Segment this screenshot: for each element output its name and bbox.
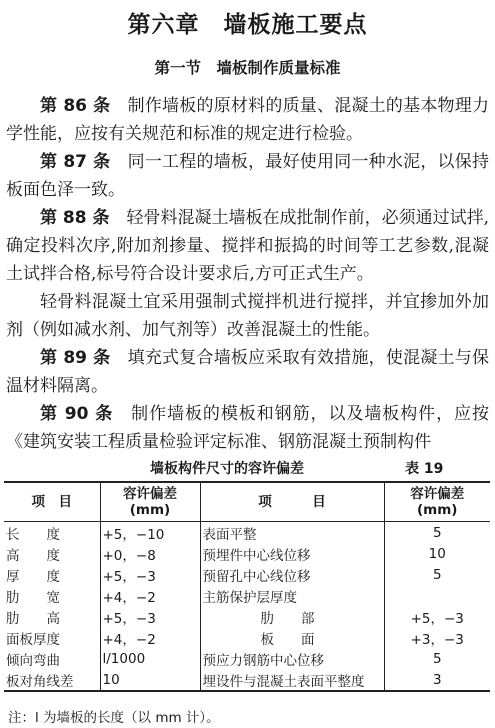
paragraph-text: 轻骨料混凝土宜采用强制式搅拌机进行搅拌，并宜掺加外加剂（例如减水剂、加气剂等）改善混凝土的性能。: [6, 292, 489, 340]
row-item: 长 度: [6, 526, 60, 543]
row-tolerance: 3: [384, 669, 490, 691]
table-row: [4, 543, 490, 564]
table-note: 注：l 为墙板的长度（以 mm 计）。: [8, 710, 220, 726]
row-item: 肋 高: [6, 610, 60, 627]
row-tolerance: +4，−2: [100, 627, 200, 648]
table-number: 表 19: [405, 461, 444, 477]
row-item: 预应力钢筋中心位移: [200, 648, 384, 669]
row-item: 肋 部: [200, 606, 384, 627]
section-title: 第一节 墙板制作质量标准: [154, 59, 341, 77]
row-item: 高 度: [6, 547, 60, 564]
article-89-paragraph: [6, 344, 489, 400]
article-number: 第 87 条: [40, 152, 111, 172]
article-88-paragraph: [6, 204, 489, 288]
row-tolerance: +5，−10: [100, 522, 200, 544]
header-item: 项 目: [4, 482, 100, 522]
row-item: 厚 度: [6, 568, 60, 585]
row-tolerance: +5，−3: [100, 606, 200, 627]
row-tolerance: +4，−2: [100, 585, 200, 606]
row-tolerance: +0，−8: [100, 543, 200, 564]
row-item: 板 面: [200, 627, 384, 648]
article-87-paragraph: [6, 148, 489, 204]
row-item: 预埋件中心线位移: [200, 543, 384, 564]
row-tolerance: 10: [384, 543, 490, 564]
row-item: 倾向弯曲: [6, 652, 60, 669]
article-number: 第 86 条: [40, 96, 111, 116]
aggregate-mixing-paragraph: [6, 288, 489, 344]
row-item: 肋 宽: [6, 589, 60, 606]
article-text: 轻骨料混凝土墙板在成批制作前，必须通过试拌,确定投料次序,附加剂掺量、搅拌和振捣的时间等工艺参数,混凝土试拌合格,标号符合设计要求后,方可正式生产。: [6, 208, 489, 284]
table-row: [4, 564, 490, 585]
row-item: 埋设件与混凝土表面平整度: [200, 669, 384, 691]
row-tolerance: l/1000: [100, 648, 200, 669]
article-number: 第 89 条: [40, 348, 111, 368]
table-caption: [0, 458, 495, 478]
header-tolerance: 容许偏差 (mm): [384, 482, 490, 522]
header-tolerance: 容许偏差 (mm): [100, 482, 200, 522]
row-tolerance: 5: [384, 564, 490, 585]
article-text: 制作墙板的原材料的质量、混凝土的基本物理力学性能，应按有关规范和标准的规定进行检验。: [6, 96, 489, 144]
header-item: 项 目: [200, 482, 384, 522]
table-row: [4, 669, 490, 691]
table-row: [4, 585, 490, 606]
row-item: 表面平整: [200, 522, 384, 544]
row-tolerance: 5: [384, 522, 490, 544]
table-body: [4, 522, 490, 692]
row-item: 预留孔中心线位移: [200, 564, 384, 585]
row-tolerance: 5: [384, 648, 490, 669]
article-text: 同一工程的墙板，最好使用同一种水泥，以保持板面色泽一致。: [6, 152, 489, 200]
article-number: 第 88 条: [40, 208, 110, 228]
row-item: 板对角线差: [6, 673, 74, 690]
tolerance-table: [4, 481, 490, 692]
table-row: [4, 522, 490, 544]
row-tolerance: +3，−3: [384, 627, 490, 648]
article-number: 第 90 条: [40, 404, 114, 424]
row-tolerance: [384, 585, 490, 606]
article-text: 制作墙板的模板和钢筋，以及墙板构件，应按《建筑安装工程质量检验评定标准、钢筋混凝土预制构件: [6, 404, 489, 452]
row-item: 主筋保护层厚度: [200, 585, 384, 606]
table-row: [4, 606, 490, 627]
table-title: 墙板构件尺寸的容许偏差: [150, 461, 304, 477]
row-tolerance: 10: [100, 669, 200, 691]
table-header-row: [4, 482, 490, 522]
row-item: 面板厚度: [6, 631, 60, 648]
article-86-paragraph: [6, 92, 489, 148]
row-tolerance: +5，−3: [100, 564, 200, 585]
chapter-title: 第六章 墙板施工要点: [127, 12, 368, 38]
article-text: 填充式复合墙板应采取有效措施，使混凝土与保温材料隔离。: [6, 348, 489, 396]
table-row: [4, 648, 490, 669]
table-row: [4, 627, 490, 648]
article-90-paragraph: [6, 400, 489, 456]
row-tolerance: +5，−3: [384, 606, 490, 627]
